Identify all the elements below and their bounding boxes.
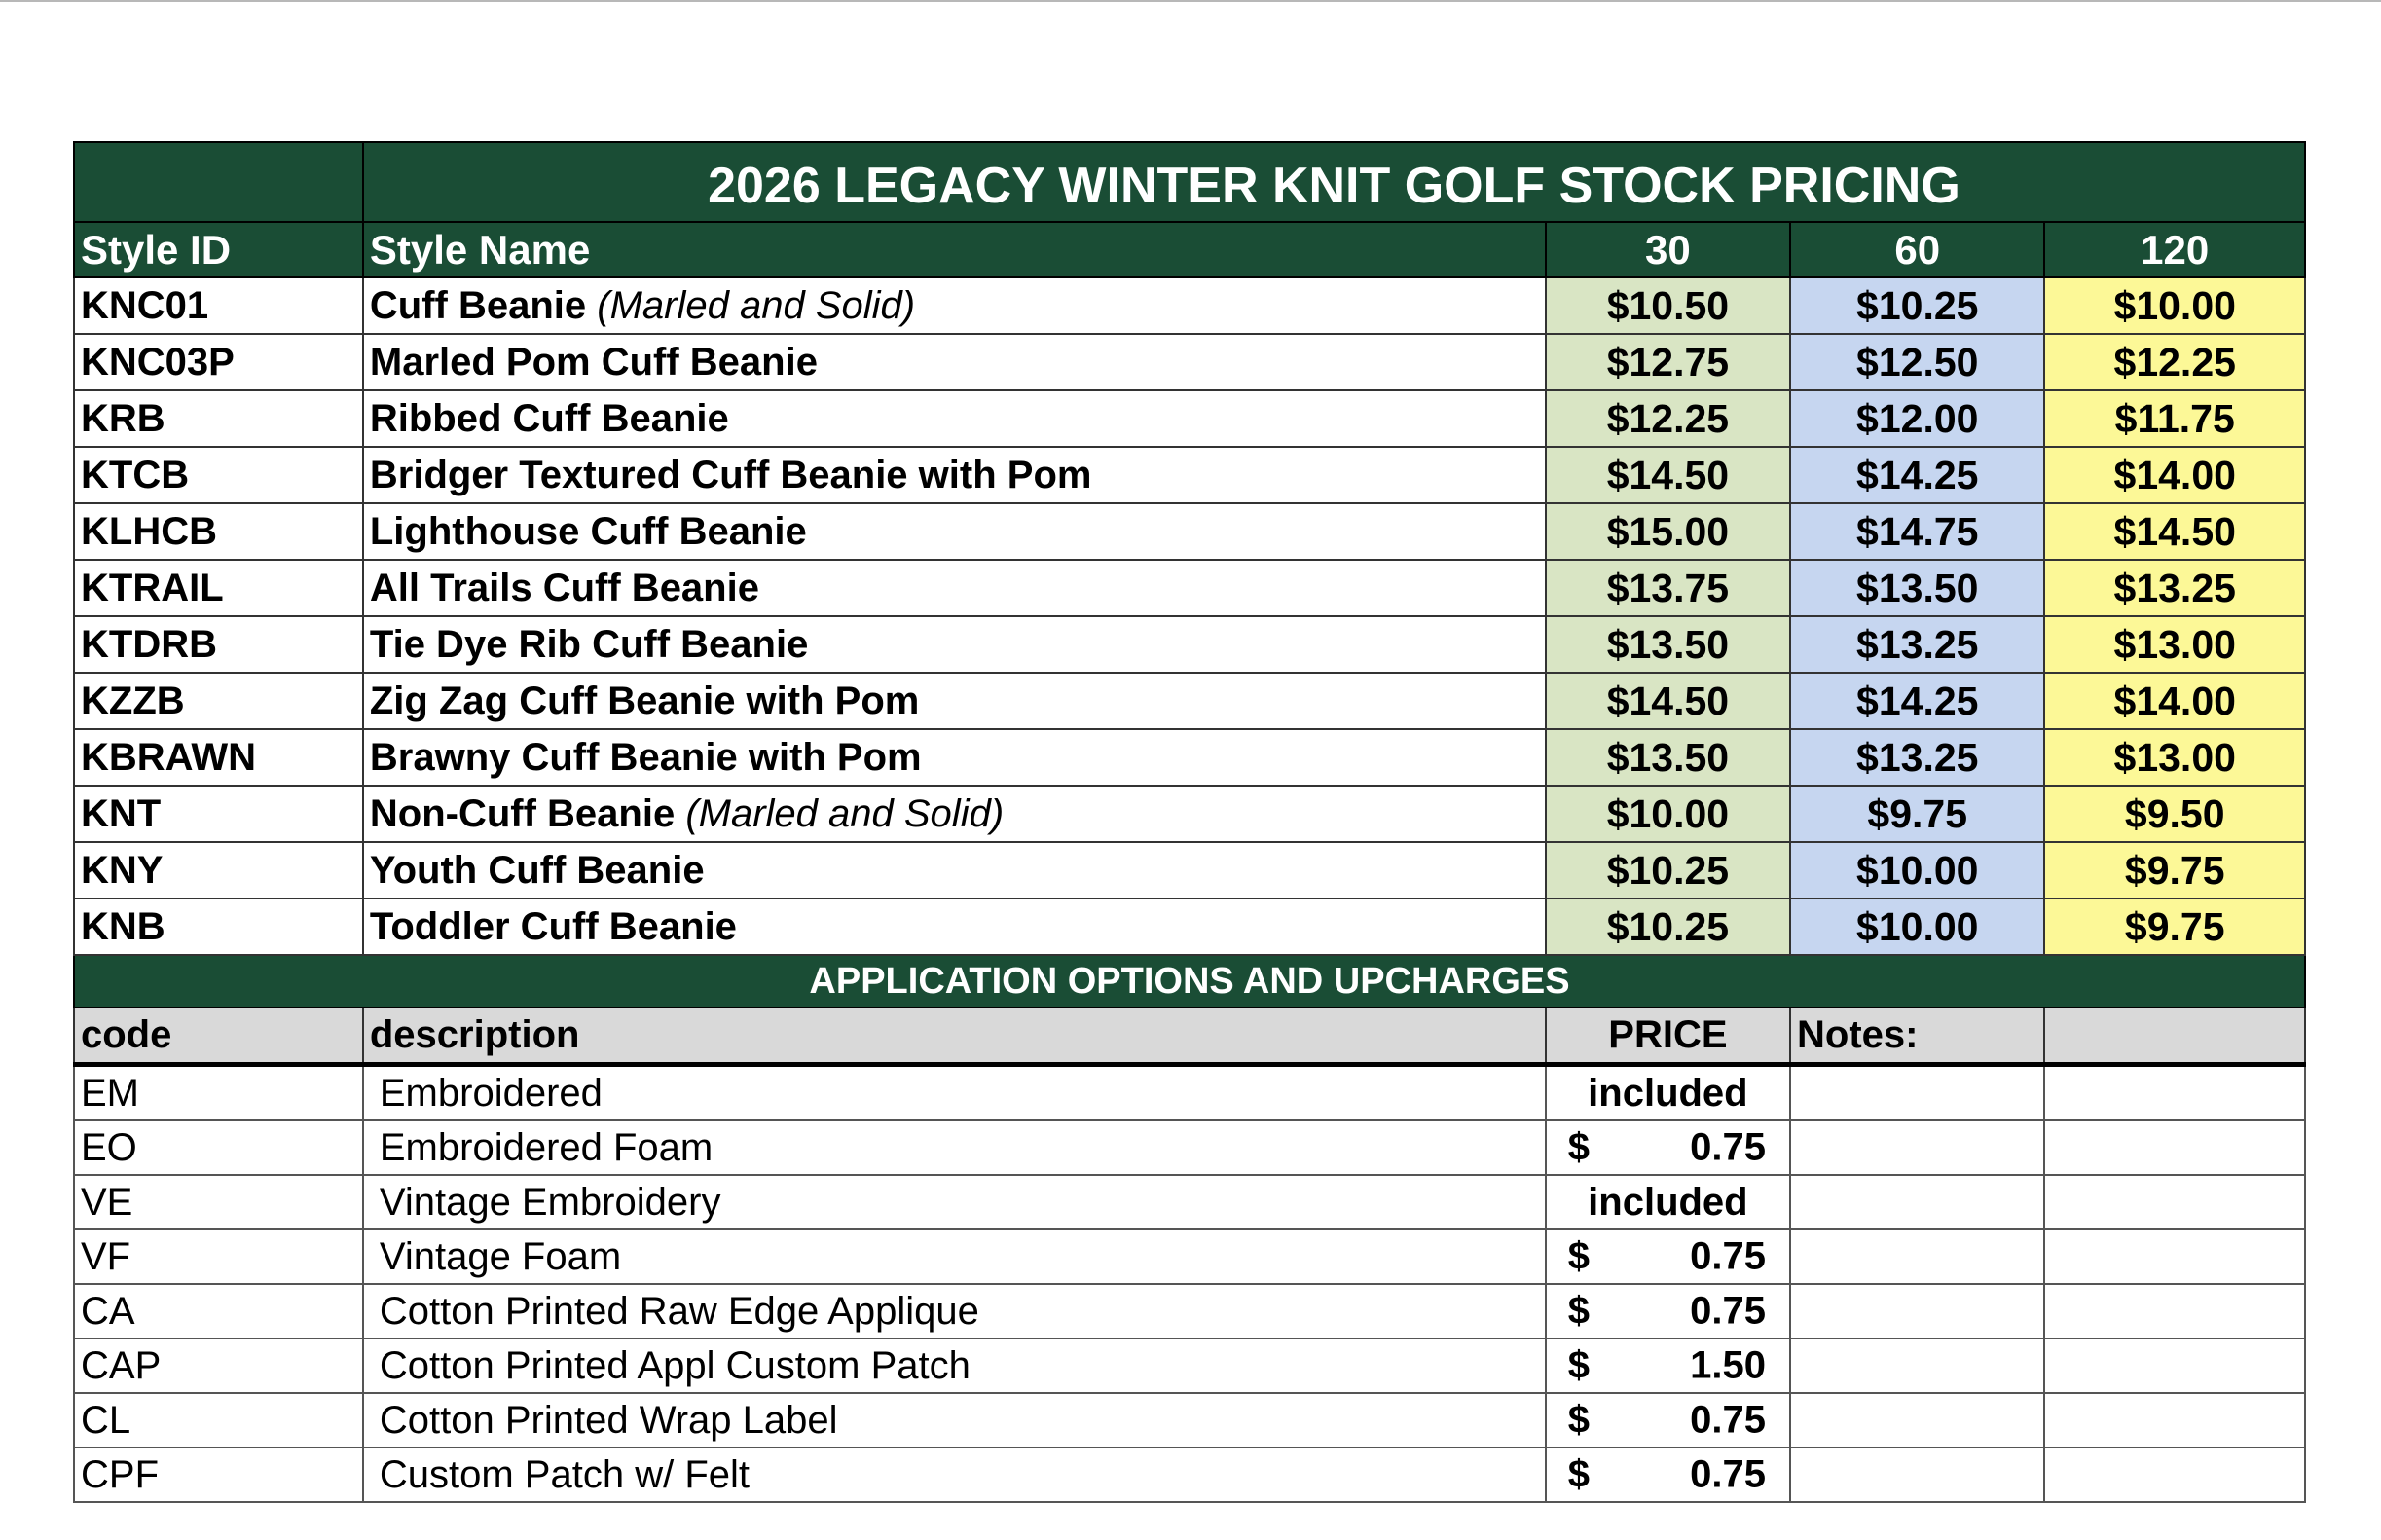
- option-row: [74, 1448, 2305, 1502]
- header-qty-120: 120: [2044, 222, 2305, 277]
- product-row: [74, 503, 2305, 560]
- product-row: [74, 673, 2305, 729]
- option-notes: [1790, 1065, 2044, 1121]
- price-120: $9.75: [2044, 842, 2305, 898]
- product-style-id: KLHCB: [74, 503, 363, 560]
- product-style-id: KBRAWN: [74, 729, 363, 786]
- price-120: $10.00: [2044, 277, 2305, 334]
- option-price: included: [1546, 1065, 1790, 1121]
- price-30: $10.50: [1546, 277, 1790, 334]
- options-header-blank: [2044, 1008, 2305, 1065]
- price-30: $15.00: [1546, 503, 1790, 560]
- product-style-note: (Marled and Solid): [685, 791, 1005, 835]
- option-notes: [1790, 1120, 2044, 1175]
- product-style-name: Cuff Beanie: [369, 283, 587, 327]
- price-120: $13.00: [2044, 616, 2305, 673]
- price-60: $14.25: [1790, 447, 2044, 503]
- option-code: EM: [74, 1065, 363, 1121]
- option-price-amount: 0.75: [1690, 1289, 1767, 1333]
- product-row: [74, 842, 2305, 898]
- option-code: VE: [74, 1175, 363, 1229]
- option-price-amount: 0.75: [1690, 1452, 1767, 1496]
- option-description: Vintage Embroidery: [363, 1175, 1546, 1229]
- option-price-currency: $: [1567, 1234, 1590, 1278]
- product-row: [74, 277, 2305, 334]
- option-description: Custom Patch w/ Felt: [363, 1448, 1546, 1502]
- option-blank: [2044, 1120, 2305, 1175]
- option-price: [1546, 1284, 1790, 1338]
- option-notes: [1790, 1175, 2044, 1229]
- options-header-notes: Notes:: [1790, 1008, 2044, 1065]
- option-code: CL: [74, 1393, 363, 1448]
- product-style-name: All Trails Cuff Beanie: [369, 566, 759, 609]
- option-description: Embroidered: [363, 1065, 1546, 1121]
- options-section-title: APPLICATION OPTIONS AND UPCHARGES: [74, 955, 2305, 1008]
- product-style-note: (Marled and Solid): [597, 283, 916, 327]
- option-price: [1546, 1393, 1790, 1448]
- price-120: $9.75: [2044, 898, 2305, 955]
- product-row: [74, 560, 2305, 616]
- price-30: $14.50: [1546, 673, 1790, 729]
- price-30: $13.50: [1546, 729, 1790, 786]
- product-style-id: KRB: [74, 390, 363, 447]
- option-code: CAP: [74, 1338, 363, 1393]
- product-style-name-cell: [363, 560, 1546, 616]
- price-120: $13.00: [2044, 729, 2305, 786]
- option-price: included: [1546, 1175, 1790, 1229]
- product-style-name: Bridger Textured Cuff Beanie with Pom: [369, 453, 1092, 496]
- header-style-id: Style ID: [74, 222, 363, 277]
- product-row: [74, 898, 2305, 955]
- price-120: $14.00: [2044, 447, 2305, 503]
- product-style-name: Non-Cuff Beanie: [369, 791, 676, 835]
- header-qty-30: 30: [1546, 222, 1790, 277]
- option-code: CA: [74, 1284, 363, 1338]
- product-style-id: KTDRB: [74, 616, 363, 673]
- header-style-name: Style Name: [363, 222, 1546, 277]
- option-blank: [2044, 1448, 2305, 1502]
- option-blank: [2044, 1175, 2305, 1229]
- options-header-description: description: [363, 1008, 1546, 1065]
- product-style-name-cell: [363, 673, 1546, 729]
- price-30: $12.75: [1546, 334, 1790, 390]
- price-30: $12.25: [1546, 390, 1790, 447]
- product-style-id: KNC01: [74, 277, 363, 334]
- column-header-row: [74, 222, 2305, 277]
- top-divider: [0, 0, 2381, 2]
- option-notes: [1790, 1284, 2044, 1338]
- product-style-id: KTRAIL: [74, 560, 363, 616]
- page-title: 2026 LEGACY WINTER KNIT GOLF STOCK PRICING: [363, 142, 2305, 222]
- product-row: [74, 390, 2305, 447]
- option-price-amount: 1.50: [1690, 1343, 1767, 1387]
- product-row: [74, 729, 2305, 786]
- option-row: [74, 1284, 2305, 1338]
- header-qty-60: 60: [1790, 222, 2044, 277]
- option-notes: [1790, 1393, 2044, 1448]
- product-style-name-cell: [363, 447, 1546, 503]
- product-style-name: Toddler Cuff Beanie: [369, 904, 737, 948]
- option-code: EO: [74, 1120, 363, 1175]
- product-style-id: KNT: [74, 786, 363, 842]
- option-code: VF: [74, 1229, 363, 1284]
- option-row: [74, 1393, 2305, 1448]
- product-style-id: KNB: [74, 898, 363, 955]
- product-row: [74, 334, 2305, 390]
- product-style-id: KNC03P: [74, 334, 363, 390]
- option-row: [74, 1065, 2305, 1121]
- option-blank: [2044, 1338, 2305, 1393]
- option-row: [74, 1120, 2305, 1175]
- options-header-code: code: [74, 1008, 363, 1065]
- title-blank-cell: [74, 142, 363, 222]
- option-description: Cotton Printed Appl Custom Patch: [363, 1338, 1546, 1393]
- product-style-id: KTCB: [74, 447, 363, 503]
- option-row: [74, 1229, 2305, 1284]
- option-price: [1546, 1229, 1790, 1284]
- product-style-name-cell: [363, 786, 1546, 842]
- price-120: $11.75: [2044, 390, 2305, 447]
- product-style-name: Lighthouse Cuff Beanie: [369, 509, 807, 553]
- price-30: $10.00: [1546, 786, 1790, 842]
- price-60: $9.75: [1790, 786, 2044, 842]
- product-row: [74, 616, 2305, 673]
- option-blank: [2044, 1393, 2305, 1448]
- option-notes: [1790, 1448, 2044, 1502]
- option-price: [1546, 1338, 1790, 1393]
- price-30: $13.50: [1546, 616, 1790, 673]
- product-style-name-cell: [363, 334, 1546, 390]
- option-price-amount: 0.75: [1690, 1398, 1767, 1442]
- option-price: [1546, 1448, 1790, 1502]
- price-30: $13.75: [1546, 560, 1790, 616]
- options-header-row: [74, 1008, 2305, 1065]
- option-description: Vintage Foam: [363, 1229, 1546, 1284]
- price-60: $13.50: [1790, 560, 2044, 616]
- price-120: $12.25: [2044, 334, 2305, 390]
- product-style-name-cell: [363, 277, 1546, 334]
- option-code: CPF: [74, 1448, 363, 1502]
- product-style-name-cell: [363, 616, 1546, 673]
- price-30: $10.25: [1546, 842, 1790, 898]
- option-price-currency: $: [1567, 1398, 1590, 1442]
- option-row: [74, 1338, 2305, 1393]
- product-style-name: Youth Cuff Beanie: [369, 848, 705, 892]
- price-60: $14.75: [1790, 503, 2044, 560]
- price-30: $14.50: [1546, 447, 1790, 503]
- price-120: $14.50: [2044, 503, 2305, 560]
- option-price-amount: 0.75: [1690, 1234, 1767, 1278]
- pricing-table: [73, 141, 2306, 1503]
- option-price-currency: $: [1567, 1452, 1590, 1496]
- product-style-name: Ribbed Cuff Beanie: [369, 396, 729, 440]
- product-style-name-cell: [363, 842, 1546, 898]
- option-price-amount: 0.75: [1690, 1125, 1767, 1169]
- option-blank: [2044, 1229, 2305, 1284]
- option-notes: [1790, 1229, 2044, 1284]
- product-row: [74, 786, 2305, 842]
- price-60: $13.25: [1790, 729, 2044, 786]
- price-120: $14.00: [2044, 673, 2305, 729]
- option-price: [1546, 1120, 1790, 1175]
- product-style-name-cell: [363, 729, 1546, 786]
- option-blank: [2044, 1065, 2305, 1121]
- product-style-id: KZZB: [74, 673, 363, 729]
- title-row: [74, 142, 2305, 222]
- price-60: $10.25: [1790, 277, 2044, 334]
- price-30: $10.25: [1546, 898, 1790, 955]
- option-description: Cotton Printed Wrap Label: [363, 1393, 1546, 1448]
- price-60: $14.25: [1790, 673, 2044, 729]
- price-60: $13.25: [1790, 616, 2044, 673]
- product-row: [74, 447, 2305, 503]
- price-60: $12.50: [1790, 334, 2044, 390]
- option-notes: [1790, 1338, 2044, 1393]
- product-style-name: Marled Pom Cuff Beanie: [369, 340, 818, 384]
- product-style-name-cell: [363, 390, 1546, 447]
- options-section-row: [74, 955, 2305, 1008]
- option-row: [74, 1175, 2305, 1229]
- price-60: $12.00: [1790, 390, 2044, 447]
- product-style-id: KNY: [74, 842, 363, 898]
- options-header-price: PRICE: [1546, 1008, 1790, 1065]
- product-style-name: Brawny Cuff Beanie with Pom: [369, 735, 922, 779]
- option-description: Embroidered Foam: [363, 1120, 1546, 1175]
- option-description: Cotton Printed Raw Edge Applique: [363, 1284, 1546, 1338]
- product-style-name-cell: [363, 898, 1546, 955]
- product-style-name-cell: [363, 503, 1546, 560]
- price-60: $10.00: [1790, 898, 2044, 955]
- option-price-currency: $: [1567, 1125, 1590, 1169]
- price-120: $9.50: [2044, 786, 2305, 842]
- option-price-currency: $: [1567, 1343, 1590, 1387]
- price-60: $10.00: [1790, 842, 2044, 898]
- option-price-currency: $: [1567, 1289, 1590, 1333]
- price-120: $13.25: [2044, 560, 2305, 616]
- option-blank: [2044, 1284, 2305, 1338]
- product-style-name: Zig Zag Cuff Beanie with Pom: [369, 678, 920, 722]
- product-style-name: Tie Dye Rib Cuff Beanie: [369, 622, 809, 666]
